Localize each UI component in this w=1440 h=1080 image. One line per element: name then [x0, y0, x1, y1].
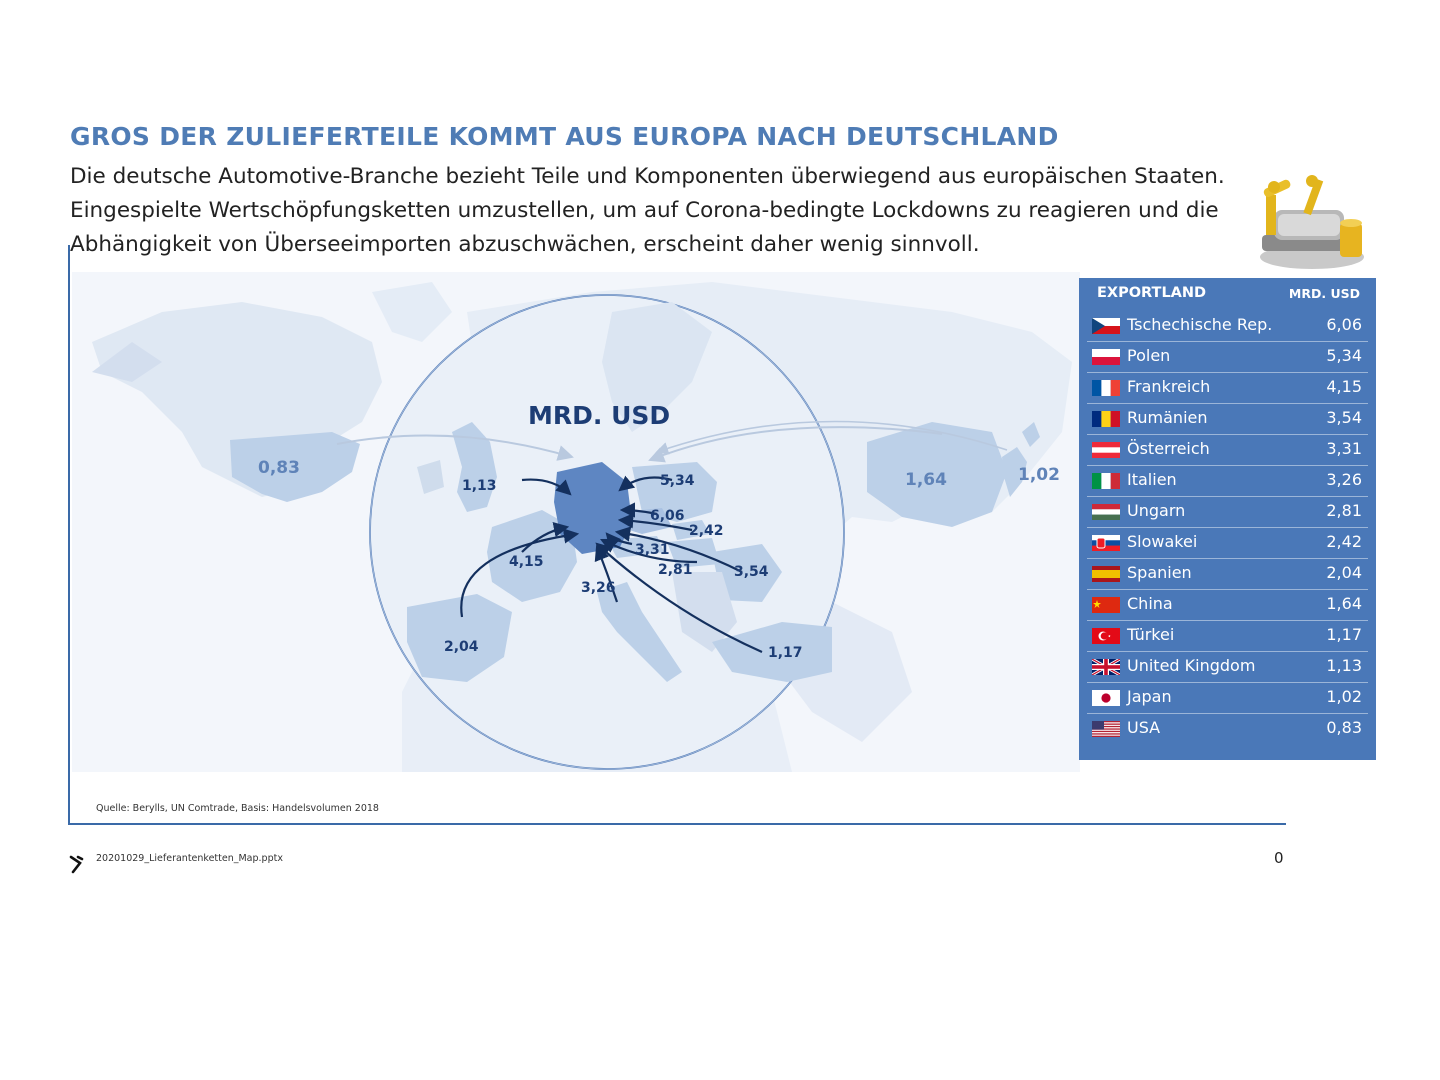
country-name: Rumänien: [1127, 408, 1208, 427]
table-row: [1087, 651, 1368, 683]
table-row: [1087, 589, 1368, 621]
china-flag-icon: [1092, 597, 1120, 613]
country-name: Italien: [1127, 470, 1177, 489]
country-value: 3,54: [1326, 408, 1362, 427]
country-name: China: [1127, 594, 1173, 613]
country-name: USA: [1127, 718, 1161, 737]
page-number: 0: [1274, 849, 1284, 867]
country-name: Tschechische Rep.: [1127, 315, 1273, 334]
country-value: 1,02: [1326, 687, 1362, 706]
world-map: [72, 272, 1080, 772]
map-label-italy: 3,26: [581, 580, 616, 596]
hungary-flag-icon: [1092, 504, 1120, 520]
map-label-france: 4,15: [509, 554, 544, 570]
table-row: [1087, 496, 1368, 528]
romania-flag-icon: [1092, 411, 1120, 427]
table-row: [1087, 620, 1368, 652]
country-name: Frankreich: [1127, 377, 1211, 396]
map-label-hungary: 2,81: [658, 562, 693, 578]
footer-filename: 20201029_Lieferantenketten_Map.pptx: [96, 853, 283, 864]
country-value: 3,26: [1326, 470, 1362, 489]
country-name: Türkei: [1127, 625, 1175, 644]
uk-flag-icon: [1092, 659, 1120, 675]
turkey-flag-icon: [1092, 628, 1120, 644]
map-label-japan: 1,02: [1018, 465, 1060, 485]
table-row: [1087, 682, 1368, 714]
table-row: [1087, 465, 1368, 497]
export-table-header: [1079, 278, 1376, 310]
table-row: [1087, 527, 1368, 559]
table-row: [1087, 341, 1368, 373]
country-value: 5,34: [1326, 346, 1362, 365]
table-row: [1087, 434, 1368, 466]
frame-bottom-line: [68, 823, 1286, 825]
robot-arm-illustration: [1252, 165, 1372, 275]
map-label-romania: 3,54: [734, 564, 769, 580]
greenland-landmass: [372, 282, 452, 342]
map-label-usa: 0,83: [258, 458, 300, 478]
poland-flag-icon: [1092, 349, 1120, 365]
table-row: [1087, 713, 1368, 744]
country-value: 4,15: [1326, 377, 1362, 396]
country-value: 2,81: [1326, 501, 1362, 520]
table-row: [1087, 558, 1368, 590]
country-name: Japan: [1127, 687, 1172, 706]
japan-flag-icon: [1092, 690, 1120, 706]
country-name: Österreich: [1127, 439, 1210, 458]
export-table: [1079, 278, 1376, 760]
map-label-austria: 3,31: [635, 542, 670, 558]
map-label-czech: 6,06: [650, 508, 685, 524]
country-value: 0,83: [1326, 718, 1362, 737]
header-exportland: EXPORTLAND: [1097, 285, 1207, 301]
header-mrd-usd: MRD. USD: [1288, 286, 1360, 301]
page-subtitle: Die deutsche Automotive-Branche bezieht Teile und Komponenten überwiegend aus europäischen Staaten. Eingespielte Wertschöpfungsketten umzustellen, um auf Corona-bedingte Lockdowns zu reagieren und die Abhängigkeit von Überseeimporten abzuschwächen, erscheint daher wenig sinnvoll.: [70, 164, 1225, 257]
country-name: Spanien: [1127, 563, 1192, 582]
frame-left-line: [68, 245, 70, 825]
country-name: United Kingdom: [1127, 656, 1256, 675]
map-label-china: 1,64: [905, 470, 947, 490]
country-name: Polen: [1127, 346, 1171, 365]
slovakia-flag-icon: [1092, 535, 1120, 551]
page-title: GROS DER ZULIEFERTEILE KOMMT AUS EUROPA NACH DEUTSCHLAND: [70, 122, 1059, 151]
spain-flag-icon: [1092, 566, 1120, 582]
country-value: 1,13: [1326, 656, 1362, 675]
country-name: Ungarn: [1127, 501, 1186, 520]
map-label-uk: 1,13: [462, 478, 497, 494]
country-value: 3,31: [1326, 439, 1362, 458]
country-value: 1,64: [1326, 594, 1362, 613]
country-name: Slowakei: [1127, 532, 1198, 551]
map-label-spain: 2,04: [444, 639, 479, 655]
table-row: [1087, 372, 1368, 404]
country-value: 6,06: [1326, 315, 1362, 334]
table-row: [1087, 403, 1368, 435]
austria-flag-icon: [1092, 442, 1120, 458]
table-row: [1087, 310, 1368, 342]
map-label-poland: 5,34: [660, 473, 695, 489]
country-value: 2,42: [1326, 532, 1362, 551]
france-flag-icon: [1092, 380, 1120, 396]
country-value: 1,17: [1326, 625, 1362, 644]
italy-flag-icon: [1092, 473, 1120, 489]
source-note: Quelle: Berylls, UN Comtrade, Basis: Handelsvolumen 2018: [96, 803, 379, 814]
czech-flag-icon: [1092, 318, 1120, 334]
map-label-slovakia: 2,42: [689, 523, 724, 539]
usa-flag-icon: [1092, 721, 1120, 737]
map-unit-label: MRD. USD: [528, 401, 671, 430]
country-value: 2,04: [1326, 563, 1362, 582]
map-label-turkey: 1,17: [768, 645, 803, 661]
logo-chevron-icon: [68, 852, 90, 874]
